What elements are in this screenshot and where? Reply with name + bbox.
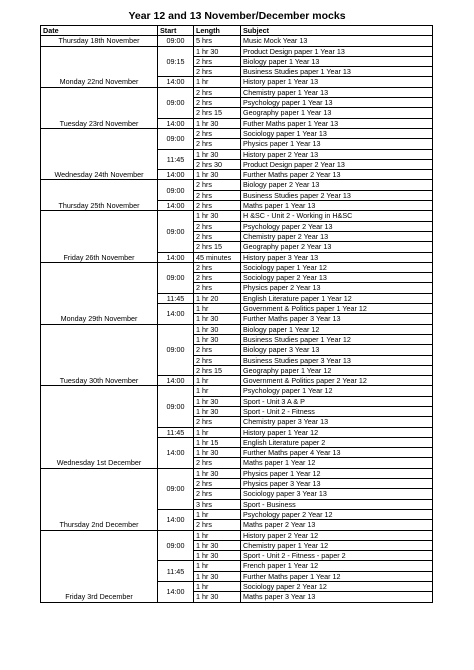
exam-subject: H &SC - Unit 2 - Working in H&SC	[241, 211, 433, 221]
start-time: 14:00	[158, 582, 194, 603]
exam-length: 2 hrs	[194, 283, 241, 293]
exam-subject: Psychology paper 1 Year 13	[241, 98, 433, 108]
exam-subject: Business Studies paper 2 Year 13	[241, 190, 433, 200]
exam-length: 2 hrs 30	[194, 159, 241, 169]
exam-subject: Sport - Unit 2 - Fitness - paper 2	[241, 551, 433, 561]
start-time: 09:00	[158, 386, 194, 427]
exam-subject: Physics paper 1 Year 12	[241, 468, 433, 478]
exam-length: 1 hr 30	[194, 551, 241, 561]
exam-length: 2 hrs	[194, 345, 241, 355]
start-time: 09:15	[158, 46, 194, 77]
exam-length: 2 hrs	[194, 520, 241, 530]
exam-subject: Physics paper 2 Year 13	[241, 283, 433, 293]
exam-subject: Government & Politics paper 1 Year 12	[241, 304, 433, 314]
exam-subject: Maths paper 2 Year 13	[241, 520, 433, 530]
exam-date: Monday 29th November	[41, 262, 158, 324]
exam-subject: Psychology paper 1 Year 12	[241, 386, 433, 396]
exam-length: 1 hr 30	[194, 592, 241, 602]
exam-length: 1 hr 30	[194, 448, 241, 458]
exam-subject: Business Studies paper 3 Year 13	[241, 355, 433, 365]
exam-subject: Maths paper 1 Year 13	[241, 201, 433, 211]
header-date: Date	[41, 26, 158, 36]
exam-subject: Sociology paper 1 Year 13	[241, 128, 433, 138]
start-time: 14:00	[158, 437, 194, 468]
exam-length: 2 hrs	[194, 262, 241, 272]
exam-subject: Maths paper 3 Year 13	[241, 592, 433, 602]
exam-length: 1 hr 20	[194, 293, 241, 303]
exam-subject: Product Design paper 2 Year 13	[241, 159, 433, 169]
exam-subject: History paper 2 Year 13	[241, 149, 433, 159]
exam-length: 2 hrs	[194, 56, 241, 66]
exam-date: Friday 26th November	[41, 211, 158, 262]
table-row	[41, 36, 433, 46]
table-row	[41, 530, 433, 540]
exam-length: 2 hrs 15	[194, 242, 241, 252]
start-time: 11:45	[158, 561, 194, 582]
exam-length: 1 hr	[194, 530, 241, 540]
start-time: 14:00	[158, 304, 194, 325]
exam-subject: Psychology paper 2 Year 13	[241, 221, 433, 231]
exam-length: 2 hrs	[194, 231, 241, 241]
exam-subject: Sport - Unit 2 - Fitness	[241, 406, 433, 416]
exam-date: Thursday 2nd December	[41, 468, 158, 530]
exam-subject: History paper 1 Year 13	[241, 77, 433, 87]
start-time: 09:00	[158, 36, 194, 46]
exam-length: 1 hr 30	[194, 324, 241, 334]
exam-length: 2 hrs	[194, 221, 241, 231]
mocks-table-body	[41, 36, 433, 602]
exam-subject: Further Maths paper 1 Year 12	[241, 571, 433, 581]
exam-length: 1 hr	[194, 386, 241, 396]
exam-length: 1 hr 30	[194, 540, 241, 550]
exam-subject: Sociology paper 2 Year 12	[241, 582, 433, 592]
exam-subject: Sport - Unit 3 A & P	[241, 396, 433, 406]
header-row	[41, 26, 433, 36]
exam-date: Thursday 25th November	[41, 180, 158, 211]
exam-subject: Futher Maths paper 1 Year 13	[241, 118, 433, 128]
page-title: Year 12 and 13 November/December mocks	[128, 10, 346, 22]
exam-subject: Sport - Business	[241, 499, 433, 509]
table-row	[41, 87, 433, 97]
exam-length: 1 hr 30	[194, 314, 241, 324]
exam-subject: Product Design paper 1 Year 13	[241, 46, 433, 56]
header-length: Length	[194, 26, 241, 36]
exam-length: 1 hr	[194, 582, 241, 592]
table-row	[41, 262, 433, 272]
exam-date: Tuesday 23rd November	[41, 87, 158, 128]
start-time: 09:00	[158, 128, 194, 149]
exam-length: 2 hrs	[194, 201, 241, 211]
exam-length: 1 hr	[194, 77, 241, 87]
exam-length: 1 hr 30	[194, 211, 241, 221]
exam-length: 2 hrs	[194, 190, 241, 200]
exam-subject: Chemistry paper 2 Year 13	[241, 231, 433, 241]
exam-length: 2 hrs	[194, 479, 241, 489]
start-time: 14:00	[158, 170, 194, 180]
start-time: 09:00	[158, 87, 194, 118]
exam-subject: Sociology paper 2 Year 13	[241, 273, 433, 283]
exam-subject: Further Maths paper 4 Year 13	[241, 448, 433, 458]
start-time: 14:00	[158, 376, 194, 386]
start-time: 14:00	[158, 252, 194, 262]
exam-length: 2 hrs 15	[194, 365, 241, 375]
exam-length: 1 hr 30	[194, 118, 241, 128]
exam-subject: English Literature paper 1 Year 12	[241, 293, 433, 303]
start-time: 09:00	[158, 324, 194, 375]
exam-subject: French paper 1 Year 12	[241, 561, 433, 571]
header-subject: Subject	[241, 26, 433, 36]
start-time: 14:00	[158, 77, 194, 87]
exam-subject: Biology paper 1 Year 13	[241, 56, 433, 66]
start-time: 11:45	[158, 293, 194, 303]
table-row	[41, 386, 433, 396]
exam-length: 2 hrs	[194, 489, 241, 499]
exam-subject: Chemistry paper 3 Year 13	[241, 417, 433, 427]
exam-length: 1 hr 30	[194, 334, 241, 344]
start-time: 14:00	[158, 509, 194, 530]
exam-subject: Further Maths paper 3 Year 13	[241, 314, 433, 324]
exam-length: 2 hrs	[194, 139, 241, 149]
exam-subject: Chemistry paper 1 Year 12	[241, 540, 433, 550]
start-time: 11:45	[158, 149, 194, 170]
start-time: 09:00	[158, 468, 194, 509]
start-time: 09:00	[158, 211, 194, 252]
exam-date: Thursday 18th November	[41, 36, 158, 46]
header-start: Start	[158, 26, 194, 36]
exam-subject: Government & Politics paper 2 Year 12	[241, 376, 433, 386]
exam-length: 1 hr 30	[194, 571, 241, 581]
table-row	[41, 468, 433, 478]
exam-length: 1 hr 30	[194, 149, 241, 159]
exam-length: 2 hrs	[194, 273, 241, 283]
exam-length: 1 hr 30	[194, 468, 241, 478]
exam-subject: Physics paper 3 Year 13	[241, 479, 433, 489]
start-time: 14:00	[158, 201, 194, 211]
exam-subject: Business Studies paper 1 Year 12	[241, 334, 433, 344]
table-row	[41, 180, 433, 190]
exam-date: Wednesday 1st December	[41, 386, 158, 468]
table-row	[41, 211, 433, 221]
exam-length: 45 minutes	[194, 252, 241, 262]
exam-length: 1 hr 30	[194, 46, 241, 56]
exam-subject: Biology paper 1 Year 12	[241, 324, 433, 334]
exam-subject: History paper 1 Year 12	[241, 427, 433, 437]
exam-length: 2 hrs	[194, 180, 241, 190]
exam-subject: Geography paper 1 Year 13	[241, 108, 433, 118]
exam-subject: Sociology paper 3 Year 13	[241, 489, 433, 499]
exam-length: 2 hrs	[194, 98, 241, 108]
exam-length: 5 hrs	[194, 36, 241, 46]
exam-length: 1 hr	[194, 304, 241, 314]
exam-length: 2 hrs	[194, 417, 241, 427]
exam-date: Wednesday 24th November	[41, 128, 158, 179]
exam-date: Friday 3rd December	[41, 530, 158, 602]
exam-length: 1 hr	[194, 561, 241, 571]
exam-length: 3 hrs	[194, 499, 241, 509]
exam-length: 1 hr	[194, 427, 241, 437]
exam-subject: Further Maths paper 2 Year 13	[241, 170, 433, 180]
start-time: 09:00	[158, 180, 194, 201]
exam-subject: Biology paper 3 Year 13	[241, 345, 433, 355]
exam-subject: Geography paper 2 Year 13	[241, 242, 433, 252]
exam-subject: Business Studies paper 1 Year 13	[241, 67, 433, 77]
exam-length: 1 hr 30	[194, 396, 241, 406]
mocks-table	[40, 25, 433, 603]
exam-date: Tuesday 30th November	[41, 324, 158, 386]
table-row	[41, 128, 433, 138]
exam-length: 1 hr	[194, 376, 241, 386]
exam-length: 1 hr	[194, 509, 241, 519]
start-time: 11:45	[158, 427, 194, 437]
exam-subject: Sociology paper 1 Year 12	[241, 262, 433, 272]
exam-subject: History paper 3 Year 13	[241, 252, 433, 262]
exam-length: 2 hrs	[194, 128, 241, 138]
exam-length: 2 hrs	[194, 67, 241, 77]
exam-subject: Maths paper 1 Year 12	[241, 458, 433, 468]
exam-length: 1 hr 15	[194, 437, 241, 447]
exam-length: 2 hrs 15	[194, 108, 241, 118]
exam-length: 2 hrs	[194, 355, 241, 365]
start-time: 09:00	[158, 262, 194, 293]
exam-subject: Biology paper 2 Year 13	[241, 180, 433, 190]
exam-length: 2 hrs	[194, 87, 241, 97]
table-row	[41, 324, 433, 334]
exam-subject: English Literature paper 2	[241, 437, 433, 447]
exam-date: Monday 22nd November	[41, 46, 158, 87]
exam-subject: Physics paper 1 Year 13	[241, 139, 433, 149]
exam-length: 1 hr 30	[194, 170, 241, 180]
exam-subject: Chemistry paper 1 Year 13	[241, 87, 433, 97]
exam-subject: Psychology paper 2 Year 12	[241, 509, 433, 519]
start-time: 09:00	[158, 530, 194, 561]
exam-length: 2 hrs	[194, 458, 241, 468]
start-time: 14:00	[158, 118, 194, 128]
table-row	[41, 46, 433, 56]
exam-subject: Music Mock Year 13	[241, 36, 433, 46]
exam-subject: Geography paper 1 Year 12	[241, 365, 433, 375]
exam-subject: History paper 2 Year 12	[241, 530, 433, 540]
exam-length: 1 hr 30	[194, 406, 241, 416]
